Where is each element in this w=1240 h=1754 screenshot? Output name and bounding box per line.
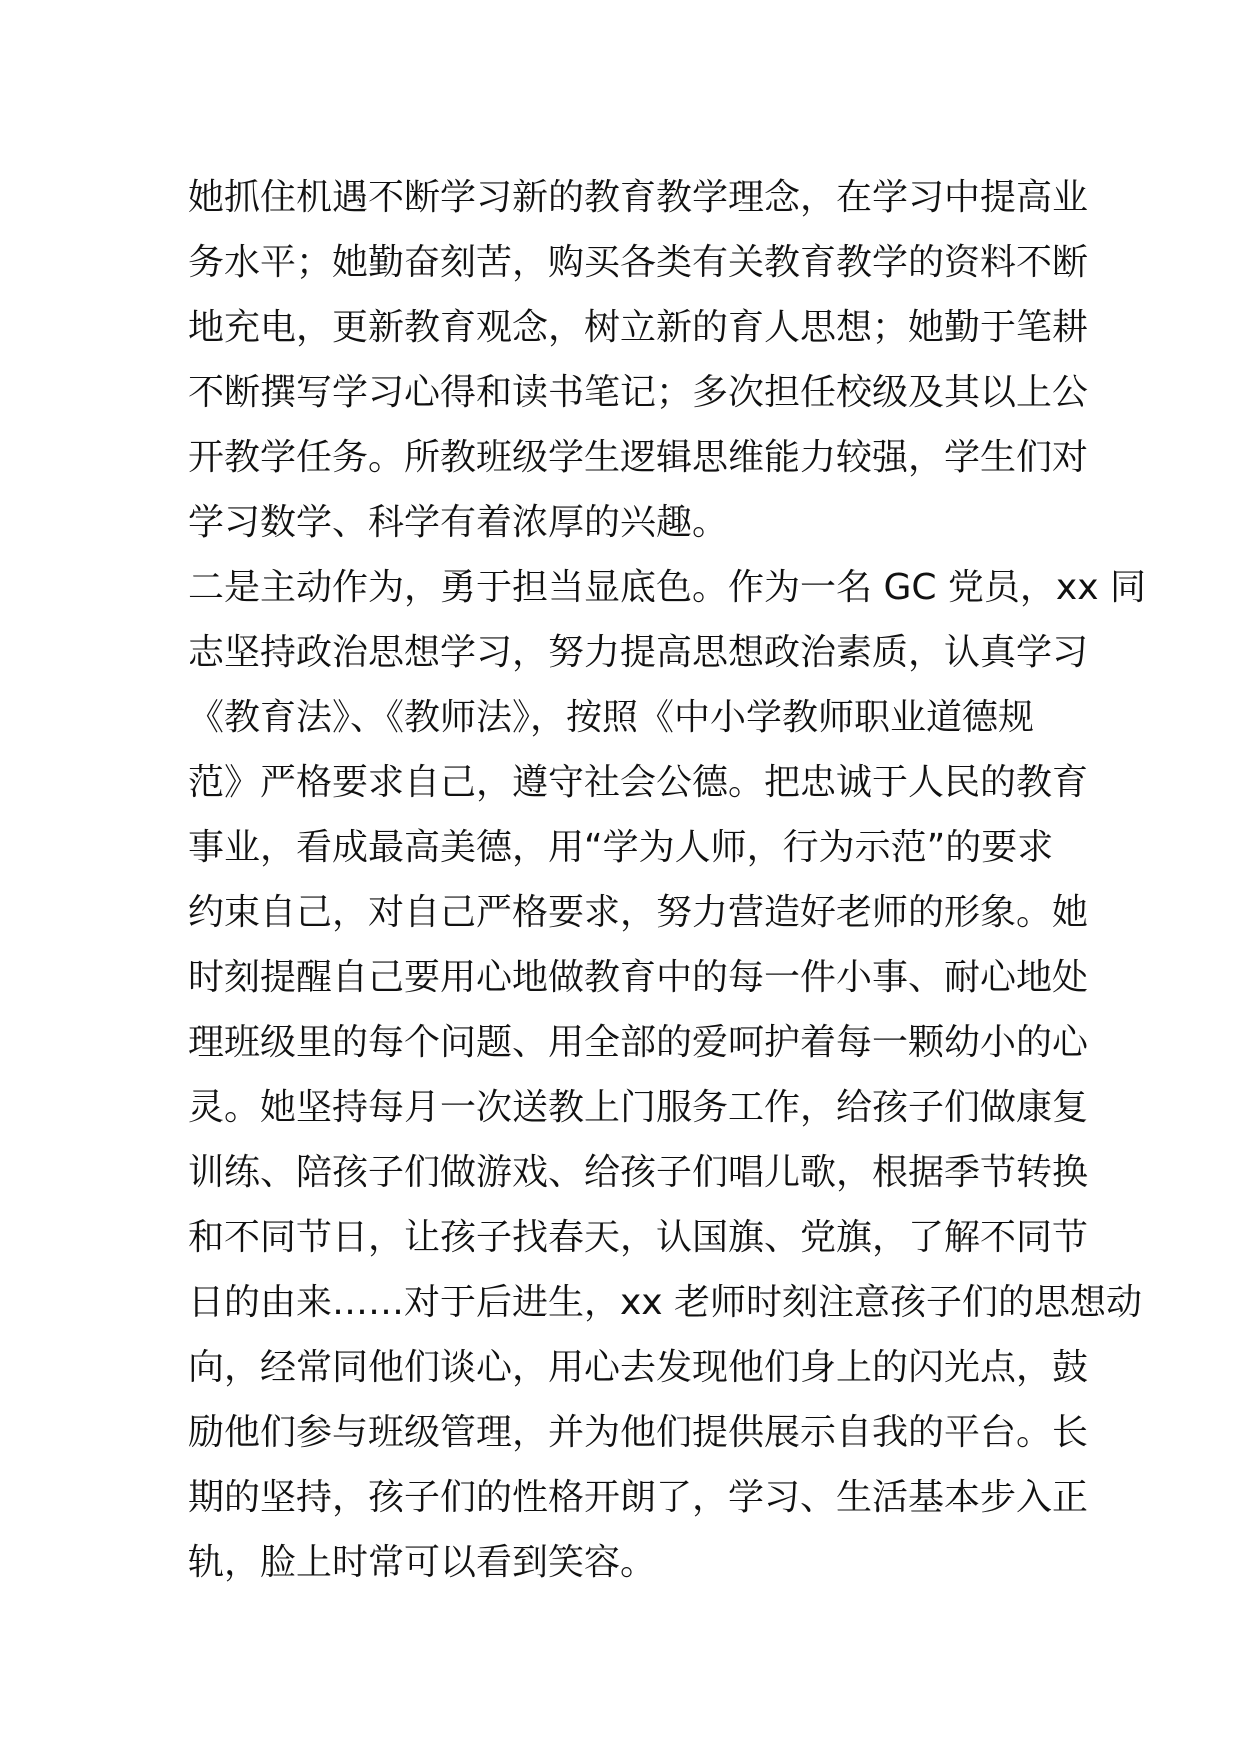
paragraph-line: 理班级里的每个问题、用全部的爱呵护着每一颗幼小的心 xyxy=(188,1022,1089,1063)
paragraph-line: 《教育法》、《教师法》，按照《中小学教师职业道德规 xyxy=(188,697,1035,738)
paragraph-line: 向，经常同他们谈心，用心去发现他们身上的闪光点，鼓 xyxy=(188,1347,1089,1388)
paragraph-line: 二是主动作为，勇于担当显底色。作为一名 GC 党员，xx 同 xyxy=(188,567,1146,608)
paragraph-line: 务水平；她勤奋刻苦，购买各类有关教育教学的资料不断 xyxy=(188,242,1089,283)
paragraph-line: 约束自己，对自己严格要求，努力营造好老师的形象。她 xyxy=(188,892,1089,933)
paragraph-line: 她抓住机遇不断学习新的教育教学理念，在学习中提高业 xyxy=(188,177,1089,218)
paragraph-line: 范》严格要求自己，遵守社会公德。把忠诚于人民的教育 xyxy=(188,762,1089,803)
paragraph-line: 和不同节日，让孩子找春天，认国旗、党旗，了解不同节 xyxy=(188,1217,1089,1258)
paragraph-line: 不断撰写学习心得和读书笔记；多次担任校级及其以上公 xyxy=(188,372,1089,413)
paragraph-2 xyxy=(188,555,1146,1595)
paragraph-line: 训练、陪孩子们做游戏、给孩子们唱儿歌，根据季节转换 xyxy=(188,1152,1089,1193)
paragraph-line: 期的坚持，孩子们的性格开朗了，学习、生活基本步入正 xyxy=(188,1477,1089,1518)
paragraph-line: 志坚持政治思想学习，努力提高思想政治素质，认真学习 xyxy=(188,632,1089,673)
paragraph-line: 学习数学、科学有着浓厚的兴趣。 xyxy=(188,502,729,543)
paragraph-line: 轨，脸上时常可以看到笑容。 xyxy=(188,1542,657,1583)
paragraph-1 xyxy=(188,165,1089,555)
paragraph-line: 灵。她坚持每月一次送教上门服务工作，给孩子们做康复 xyxy=(188,1087,1089,1128)
paragraph-line: 地充电，更新教育观念，树立新的育人思想；她勤于笔耕 xyxy=(188,307,1089,348)
paragraph-line: 事业，看成最高美德，用“学为人师，行为示范”的要求 xyxy=(188,827,1054,868)
paragraph-line: 励他们参与班级管理，并为他们提供展示自我的平台。长 xyxy=(188,1412,1089,1453)
paragraph-line: 开教学任务。所教班级学生逻辑思维能力较强，学生们对 xyxy=(188,437,1089,478)
paragraph-line: 时刻提醒自己要用心地做教育中的每一件小事、耐心地处 xyxy=(188,957,1089,998)
paragraph-line: 日的由来……对于后进生，xx 老师时刻注意孩子们的思想动 xyxy=(188,1282,1143,1323)
